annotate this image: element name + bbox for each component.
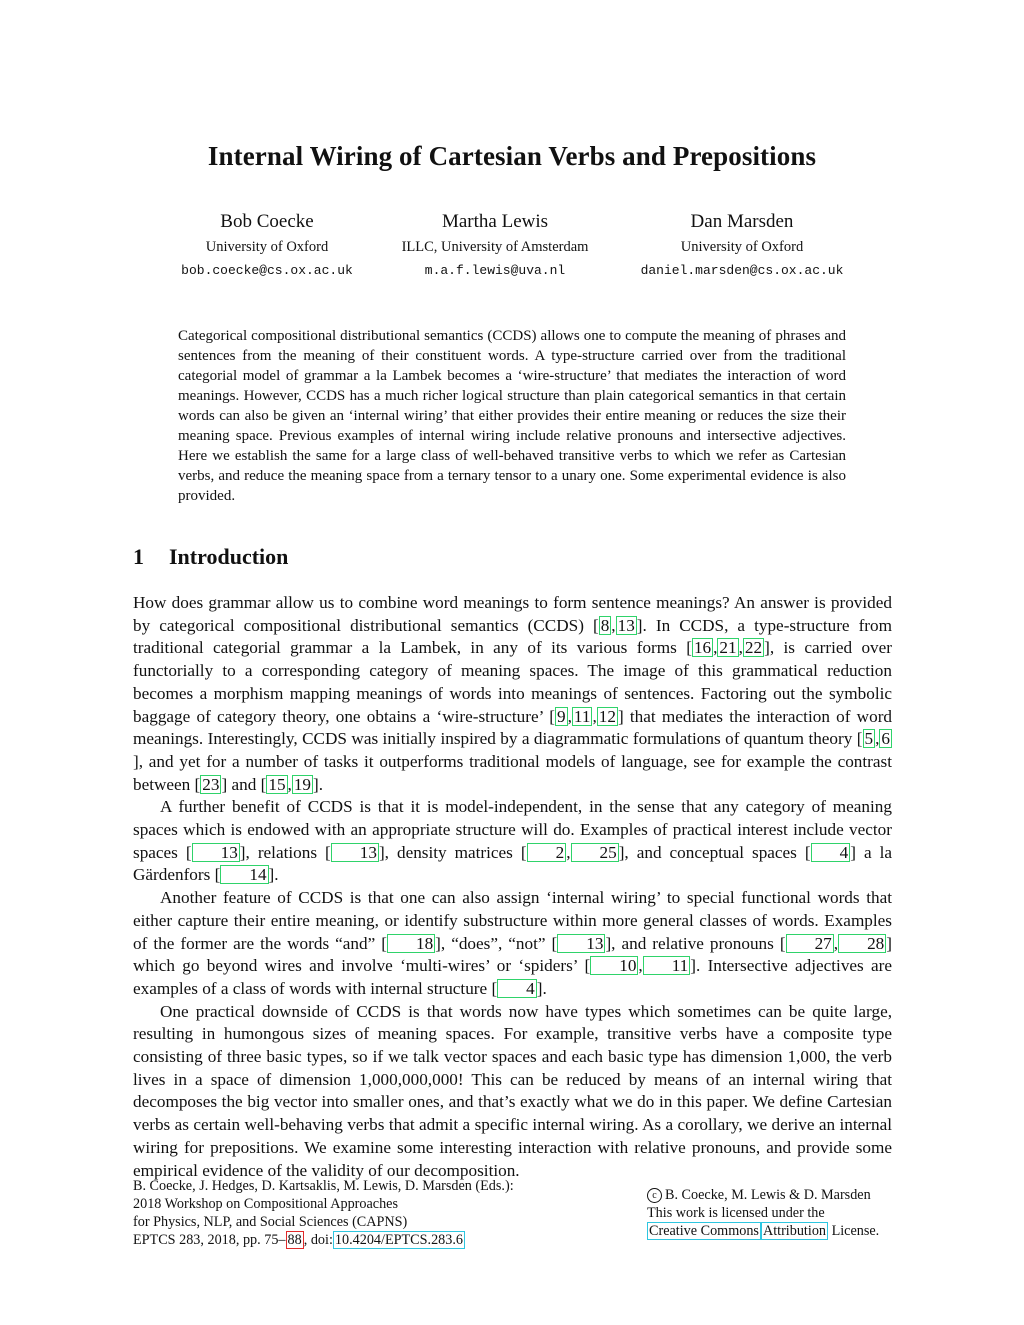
- eptcs-line: [133, 1231, 553, 1249]
- copyright-line: [647, 1186, 907, 1204]
- license-info: [647, 1186, 907, 1240]
- paragraph-text: ], and yet for a number of tasks it outperforms traditional models of language, see for example the contrast between [: [133, 751, 892, 794]
- citation-link[interactable]: 25: [571, 843, 619, 862]
- paragraph-text: ], and relative pronouns [: [605, 933, 786, 953]
- paragraph-text: ], density matrices [: [378, 842, 527, 862]
- citation-link[interactable]: 6: [881, 729, 890, 749]
- author-email[interactable]: bob.coecke@cs.ox.ac.uk: [181, 263, 353, 278]
- paragraph-text: ,: [738, 638, 743, 658]
- section-number: 1: [133, 544, 144, 569]
- paper-title: Internal Wiring of Cartesian Verbs and Prepositions: [207, 141, 817, 171]
- citation-link[interactable]: 16: [693, 638, 712, 658]
- paragraph-text: ] a la Gärdenfors [: [133, 842, 892, 885]
- citation-link[interactable]: 13: [192, 843, 240, 862]
- paragraph-text: ,: [833, 933, 839, 953]
- citation-link[interactable]: 11: [643, 956, 691, 975]
- author-name: Dan Marsden: [690, 211, 794, 232]
- copyright-holders: B. Coecke, M. Lewis & D. Marsden: [665, 1187, 871, 1203]
- author-affiliation: University of Oxford: [205, 239, 329, 255]
- paragraph: [133, 1001, 892, 1183]
- paragraph-text: ,: [566, 842, 571, 862]
- citation-link[interactable]: 21: [719, 638, 737, 658]
- paragraph-text: ,: [611, 615, 616, 635]
- paragraph-text: ], “does”, “not” [: [435, 933, 558, 953]
- citation-link[interactable]: 19: [293, 774, 312, 794]
- author-name: Bob Coecke: [220, 211, 314, 232]
- paragraph: [133, 592, 892, 796]
- license-links: [647, 1222, 907, 1240]
- citation-link[interactable]: 2: [527, 843, 567, 862]
- paragraph-text: ,: [713, 638, 718, 658]
- abstract: Categorical compositional distributional semantics (CCDS) allows one to compute the meaning of phrases and sentences from the meaning of their constituent words. A type-structure carried over from the traditional categorial model of grammar a la Lambek becomes a ‘wire-structure’ that mediates the interaction of word meanings. However, CCDS has a much richer logical structure than plain categorical semantics in that certain words can also be given an ‘internal wiring’ that either provides their entire meaning or reduces the size their meaning space. Previous examples of internal wiring include relative pronouns and intersective adjectives. Here we establish the same for a large class of well-behaved transitive verbs to which we refer as Cartesian verbs, and reduce the meaning space from a ternary tensor to a unary one. Some experimental evidence is also provided.: [178, 328, 846, 504]
- author-affiliation: University of Oxford: [680, 239, 804, 255]
- author-affiliation: ILLC, University of Amsterdam: [401, 239, 589, 255]
- citation-link[interactable]: 11: [573, 706, 591, 726]
- author-email[interactable]: m.a.f.lewis@uva.nl: [424, 263, 566, 278]
- attribution-link[interactable]: Attribution: [762, 1223, 827, 1239]
- paragraph-text: ], and conceptual spaces [: [618, 842, 811, 862]
- citation-link[interactable]: 28: [838, 934, 886, 953]
- paragraph-text: ] that mediates the interaction of word meanings. Interestingly, CCDS was initially inspired by a diagrammatic formulations of quantum theory [: [133, 706, 893, 749]
- citation-link[interactable]: 10: [590, 956, 638, 975]
- paragraph-text: ,: [592, 706, 597, 726]
- paragraph-text: How does grammar allow us to combine word meanings to form sentence meanings? An answer is provided by categorical compositional distributional semantics (CCDS) [: [133, 593, 892, 635]
- editors-line: B. Coecke, J. Hedges, D. Kartsaklis, M. Lewis, D. Marsden (Eds.):: [133, 1178, 514, 1194]
- citation-link[interactable]: 27: [786, 934, 834, 953]
- paragraph-text: ], is carried over functorially to a corresponding category of meaning spaces. The image of this grammatical reduction becomes a morphism mapping meanings of words into meanings of sentences. Factoring out the symbolic baggage of category theory, one obtains a ‘wire-structure’ [: [133, 638, 892, 726]
- author-name: Martha Lewis: [441, 211, 549, 232]
- paragraph-text: ,: [567, 706, 572, 726]
- citation-link[interactable]: 4: [497, 979, 537, 998]
- paragraph-text: ,: [638, 956, 643, 976]
- last-page-link[interactable]: 88: [287, 1232, 302, 1248]
- paragraph-text: ,: [875, 729, 880, 749]
- license-end: License.: [828, 1223, 880, 1239]
- doi-label: , doi:: [303, 1232, 333, 1248]
- section-body: [133, 592, 892, 1182]
- citation-link[interactable]: 18: [387, 934, 435, 953]
- citation-link[interactable]: 13: [557, 934, 605, 953]
- paragraph-text: ], relations [: [239, 842, 331, 862]
- publication-info: [133, 1177, 553, 1249]
- eptcs-prefix: EPTCS 283, 2018, pp. 75–: [133, 1232, 286, 1248]
- doi-link[interactable]: 10.4204/EPTCS.283.6: [334, 1232, 463, 1248]
- citation-link[interactable]: 4: [811, 843, 851, 862]
- citation-link[interactable]: 22: [744, 638, 763, 658]
- paragraph-text: ]. Intersective adjectives are examples of a class of words with internal structure [: [133, 956, 893, 998]
- paragraph: [133, 887, 892, 1001]
- citation-link[interactable]: 23: [202, 774, 220, 794]
- copyright-icon: c: [647, 1188, 662, 1203]
- section-heading: [133, 544, 288, 570]
- section-title: Introduction: [169, 544, 289, 569]
- author-block: [582, 210, 902, 281]
- paragraph-text: ].: [268, 865, 279, 885]
- author-email[interactable]: daniel.marsden@cs.ox.ac.uk: [640, 263, 844, 278]
- paragraph-text: ] which go beyond wires and involve ‘multi-wires’ or ‘spiders’ [: [133, 933, 892, 976]
- citation-link[interactable]: 13: [617, 615, 635, 635]
- citation-link[interactable]: 5: [864, 729, 874, 749]
- paragraph-text: ].: [313, 774, 324, 794]
- paragraph-text: Another feature of CCDS is that one can also assign ‘internal wiring’ to special functional words that either capture their entire meaning, or identify substructure within more general classes of words. Examples of the former are the words “and” [: [133, 888, 892, 953]
- paragraph-text: ] and [: [221, 774, 267, 794]
- paragraph-text: A further benefit of CCDS is that it is model-independent, in the sense that any category of meaning spaces which is endowed with an appropriate structure will do. Examples of practical interest include vector spaces [: [133, 797, 892, 862]
- paragraph-text: ].: [536, 978, 547, 998]
- citation-link[interactable]: 13: [331, 843, 379, 862]
- workshop-line: 2018 Workshop on Compositional Approaches: [133, 1196, 398, 1212]
- creative-commons-link[interactable]: Creative Commons: [649, 1223, 759, 1239]
- workshop-line-2: for Physics, NLP, and Social Sciences (CAPNS): [133, 1214, 408, 1230]
- paragraph-text: ,: [287, 774, 292, 794]
- citation-link[interactable]: 14: [220, 865, 268, 884]
- paragraph-text: One practical downside of CCDS is that words now have types which sometimes can be quite large, resulting in humongous sizes of meaning spaces. For example, transitive verbs have a composite type consisting of three basic types, so if we talk vector spaces and each basic type has dimension 1,000, the verb lives in a space of dimension 1,000,000,000! This can be reduced by means of an internal wiring that decomposes the big vector into smaller ones, and that’s exactly what we do in this paper. We define Cartesian verbs as certain well-behaving verbs that admit a specific internal wiring. As a corollary, we derive an internal wiring for prepositions. We examine some interesting interaction with relative pronouns, and provide some empirical evidence of the validity of our decomposition.: [133, 1001, 892, 1180]
- paragraph-text: ]. In CCDS, a type-structure from traditional categorial grammar a la Lambek, in any of its various forms [: [133, 615, 892, 658]
- citation-link[interactable]: 12: [598, 706, 616, 726]
- paragraph: [133, 796, 892, 887]
- citation-link[interactable]: 15: [268, 774, 286, 794]
- license-line: This work is licensed under the: [647, 1205, 825, 1221]
- citation-link[interactable]: 8: [600, 615, 610, 635]
- citation-link[interactable]: 9: [557, 706, 566, 726]
